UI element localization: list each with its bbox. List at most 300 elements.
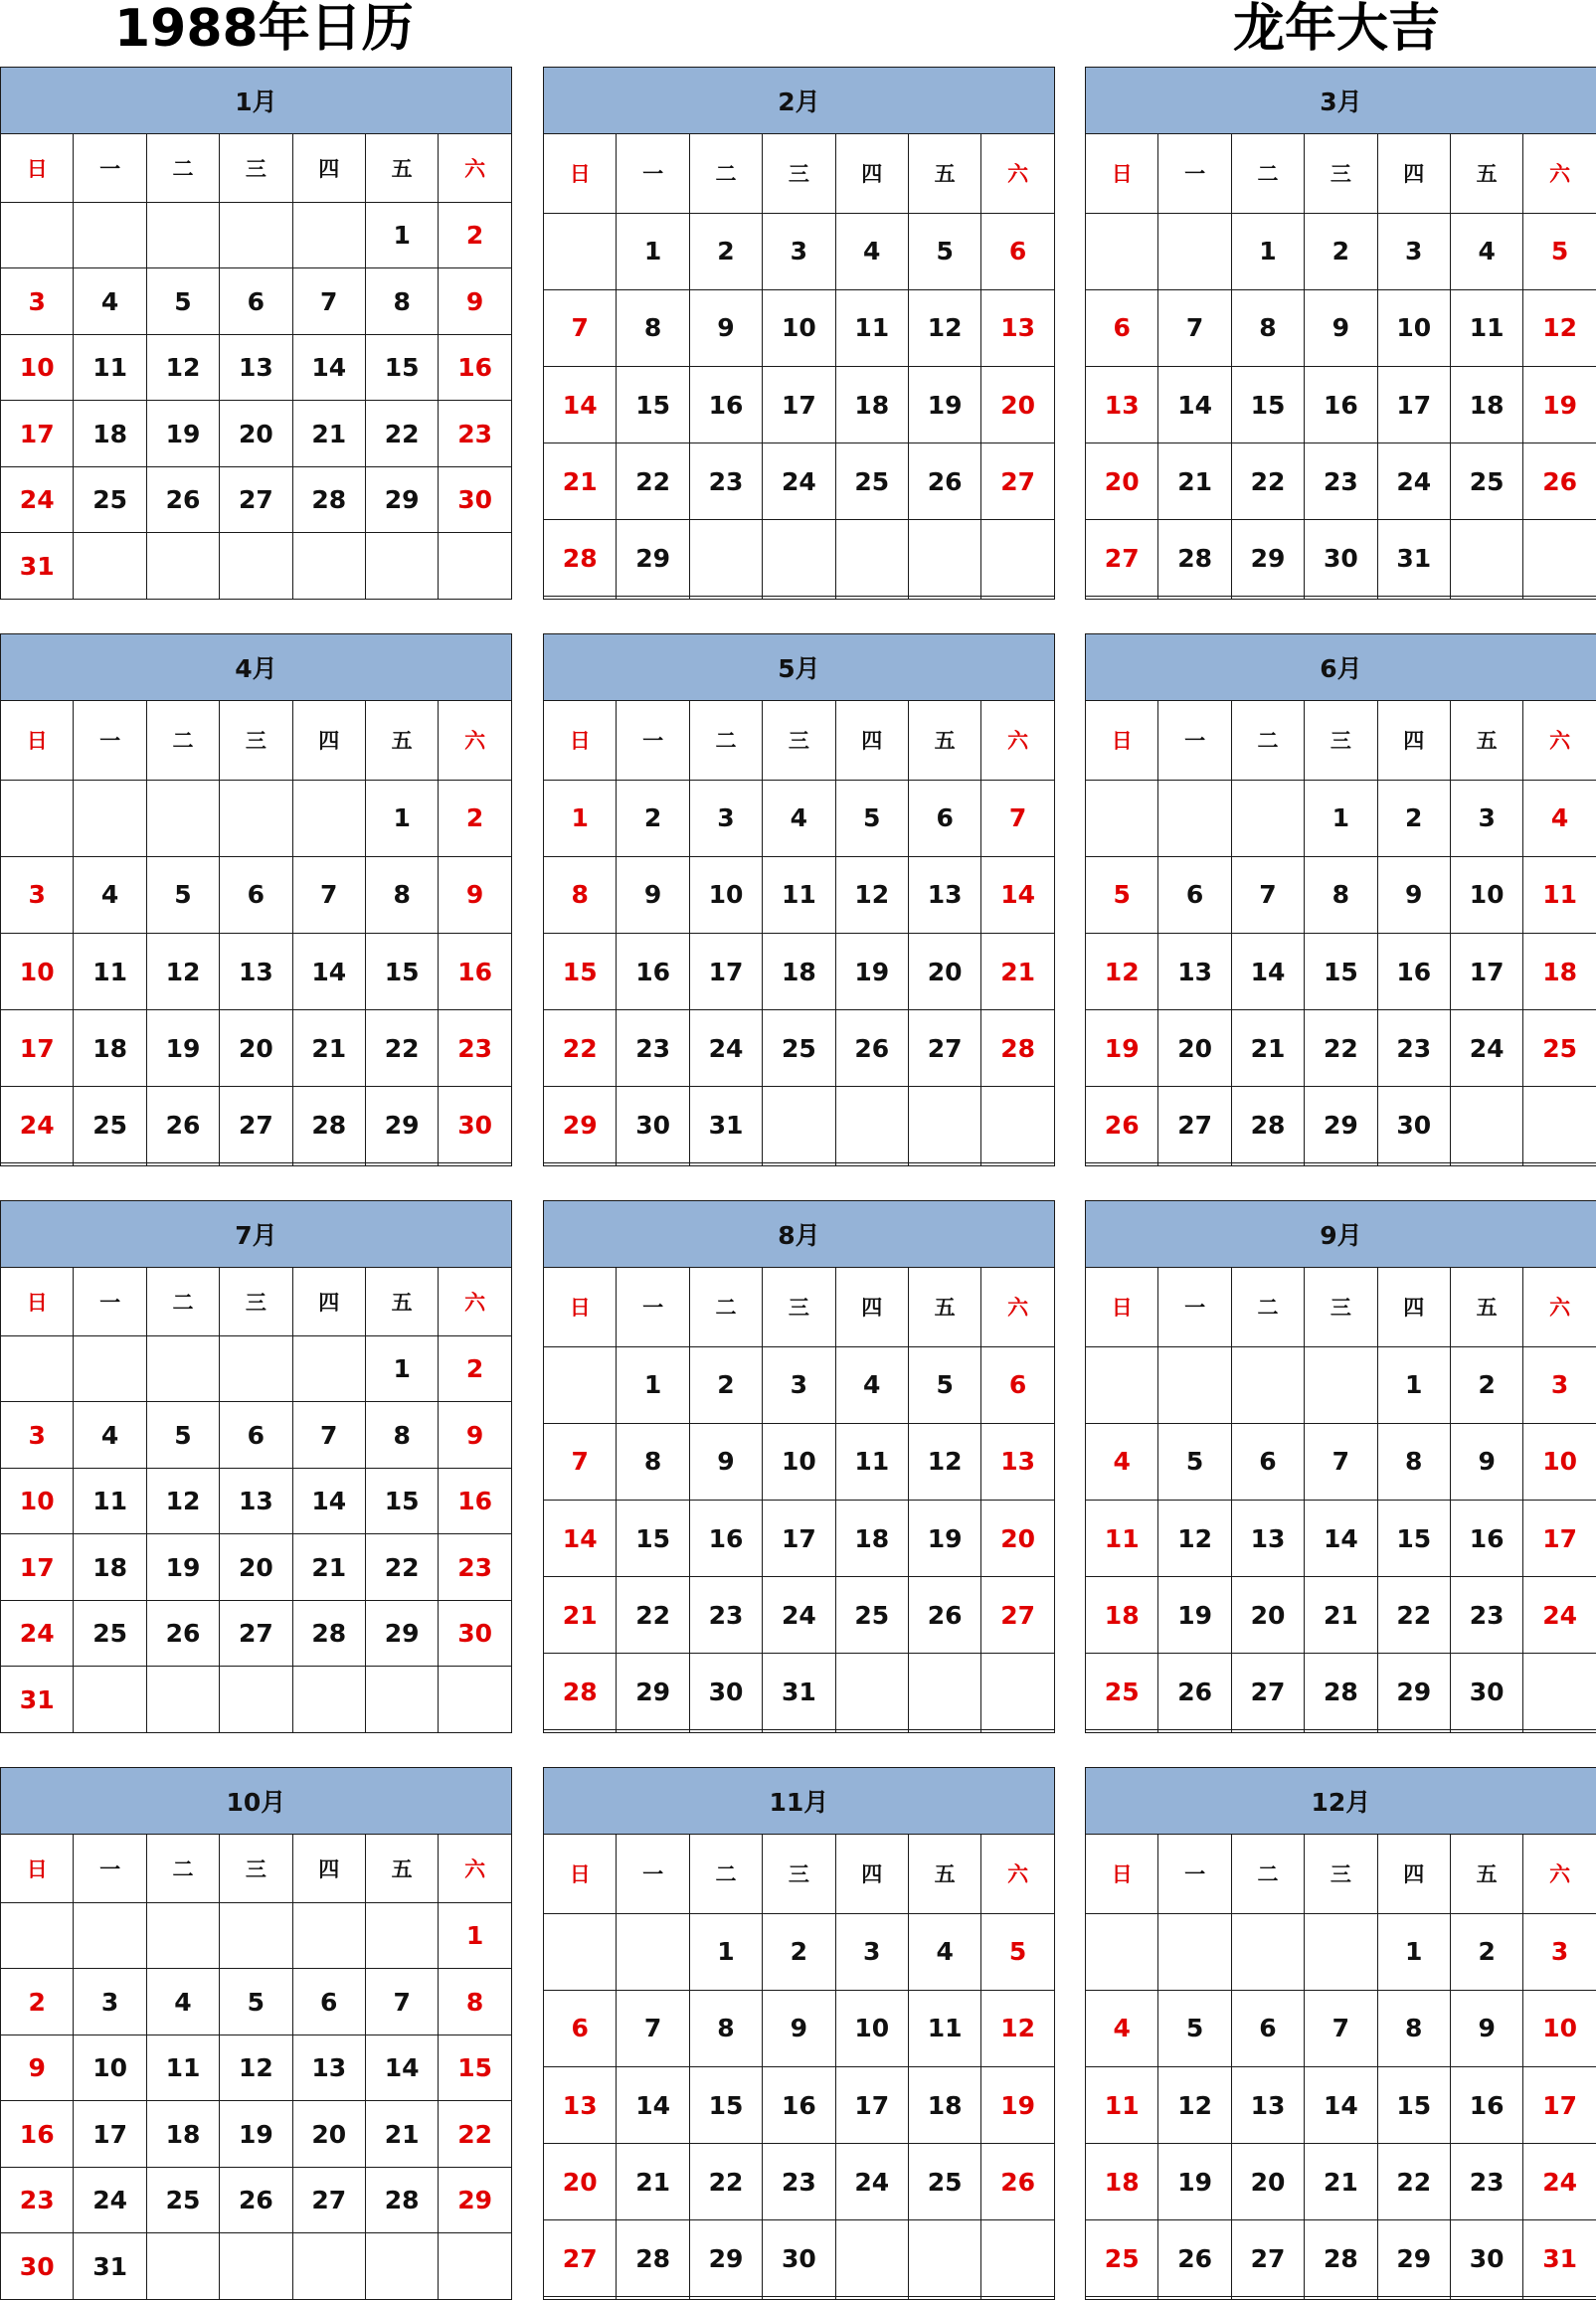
- day-cell: 30: [1450, 2220, 1522, 2297]
- week-row: [544, 2297, 1055, 2300]
- empty-cell: [1377, 1163, 1450, 1166]
- day-cell: 25: [1523, 1010, 1596, 1087]
- day-cell: 29: [439, 2167, 511, 2233]
- empty-cell: [74, 780, 146, 856]
- empty-cell: [1158, 1913, 1231, 1990]
- day-cell: 12: [220, 2035, 292, 2101]
- empty-cell: [1, 780, 74, 856]
- empty-cell: [1450, 2297, 1522, 2300]
- day-cell: 1: [1305, 780, 1377, 856]
- day-cell: 28: [292, 466, 365, 533]
- day-cell: 25: [908, 2144, 980, 2220]
- day-cell: 26: [146, 466, 219, 533]
- empty-cell: [1523, 520, 1596, 597]
- day-cell: 4: [835, 213, 908, 289]
- day-cell: 14: [1305, 1500, 1377, 1576]
- empty-cell: [1086, 1913, 1158, 1990]
- day-cell: 5: [1086, 856, 1158, 933]
- weekday-label: 日: [544, 701, 617, 781]
- day-cell: 29: [617, 1654, 689, 1730]
- day-cell: 7: [544, 289, 617, 366]
- empty-cell: [1, 1902, 74, 1969]
- day-cell: 4: [1086, 1423, 1158, 1500]
- day-cell: 16: [439, 1468, 511, 1534]
- empty-cell: [835, 1087, 908, 1163]
- day-cell: 12: [146, 334, 219, 401]
- day-cell: 28: [1231, 1087, 1304, 1163]
- month-block: [0, 1767, 511, 2300]
- day-cell: 25: [1086, 1654, 1158, 1730]
- day-cell: 6: [220, 268, 292, 335]
- day-cell: 13: [908, 856, 980, 933]
- day-cell: 4: [1086, 1990, 1158, 2066]
- empty-cell: [908, 1087, 980, 1163]
- empty-cell: [146, 202, 219, 268]
- weekday-label: 一: [74, 1835, 146, 1903]
- empty-cell: [1086, 1730, 1158, 1733]
- day-cell: 27: [1231, 1654, 1304, 1730]
- day-cell: 29: [1305, 1087, 1377, 1163]
- day-cell: 12: [1086, 933, 1158, 1009]
- day-cell: 31: [763, 1654, 835, 1730]
- day-cell: 30: [1377, 1087, 1450, 1163]
- weekday-row: [544, 1835, 1055, 1914]
- empty-cell: [146, 1902, 219, 1969]
- day-cell: 26: [981, 2144, 1054, 2220]
- empty-cell: [544, 213, 617, 289]
- day-cell: 4: [1450, 213, 1522, 289]
- day-cell: 15: [1377, 2066, 1450, 2143]
- day-cell: 16: [689, 366, 762, 442]
- day-cell: 12: [1523, 289, 1596, 366]
- week-row: [1, 1468, 512, 1534]
- day-cell: 29: [1377, 2220, 1450, 2297]
- day-cell: 22: [365, 401, 438, 467]
- month-table: [0, 67, 512, 600]
- month-header: 8月: [544, 1201, 1055, 1268]
- day-cell: 23: [1450, 1577, 1522, 1654]
- week-row: [1, 401, 512, 467]
- day-cell: 17: [74, 2101, 146, 2168]
- empty-cell: [689, 2297, 762, 2300]
- day-cell: 4: [74, 1402, 146, 1469]
- weekday-label: 六: [439, 1268, 511, 1336]
- day-cell: 30: [1, 2233, 74, 2300]
- day-cell: 23: [763, 2144, 835, 2220]
- day-cell: 10: [689, 856, 762, 933]
- day-cell: 26: [1158, 2220, 1231, 2297]
- month-block: [543, 1767, 1054, 2300]
- day-cell: 13: [220, 1468, 292, 1534]
- empty-cell: [1, 202, 74, 268]
- day-cell: 19: [981, 2066, 1054, 2143]
- empty-cell: [1231, 1163, 1304, 1166]
- day-cell: 2: [439, 202, 511, 268]
- week-row: [1086, 780, 1596, 856]
- day-cell: 28: [544, 520, 617, 597]
- day-cell: 3: [689, 780, 762, 856]
- week-row: [1086, 213, 1596, 289]
- day-cell: 16: [1, 2101, 74, 2168]
- empty-cell: [220, 1335, 292, 1402]
- week-row: [1086, 289, 1596, 366]
- weekday-label: 五: [1450, 701, 1522, 781]
- day-cell: 18: [1086, 2144, 1158, 2220]
- weekday-label: 四: [292, 134, 365, 203]
- day-cell: 17: [1377, 366, 1450, 442]
- day-cell: 20: [981, 366, 1054, 442]
- empty-cell: [1231, 2297, 1304, 2300]
- day-cell: 11: [74, 1468, 146, 1534]
- empty-cell: [74, 202, 146, 268]
- day-cell: 12: [1158, 2066, 1231, 2143]
- day-cell: 27: [981, 1577, 1054, 1654]
- day-cell: 3: [1450, 780, 1522, 856]
- day-cell: 28: [1305, 2220, 1377, 2297]
- day-cell: 6: [1086, 289, 1158, 366]
- day-cell: 15: [365, 933, 438, 1009]
- weekday-label: 日: [1086, 1835, 1158, 1914]
- day-cell: 28: [1305, 1654, 1377, 1730]
- weekday-label: 一: [617, 1268, 689, 1347]
- weekday-row: [544, 701, 1055, 781]
- day-cell: 25: [1086, 2220, 1158, 2297]
- day-cell: 3: [1, 268, 74, 335]
- weekday-label: 五: [365, 134, 438, 203]
- day-cell: 30: [763, 2220, 835, 2297]
- day-cell: 3: [1377, 213, 1450, 289]
- day-cell: 20: [1086, 443, 1158, 520]
- day-cell: 7: [1305, 1423, 1377, 1500]
- month-table: [1085, 633, 1596, 1166]
- week-row: [544, 2066, 1055, 2143]
- month-header: 11月: [544, 1768, 1055, 1835]
- empty-cell: [617, 2297, 689, 2300]
- empty-cell: [439, 2233, 511, 2300]
- month-header: 2月: [544, 68, 1055, 134]
- week-row: [1086, 1346, 1596, 1423]
- day-cell: 11: [146, 2035, 219, 2101]
- day-cell: 21: [365, 2101, 438, 2168]
- day-cell: 5: [146, 268, 219, 335]
- day-cell: 7: [981, 780, 1054, 856]
- day-cell: 7: [617, 1990, 689, 2066]
- empty-cell: [1523, 1654, 1596, 1730]
- day-cell: 7: [1231, 856, 1304, 933]
- day-cell: 18: [1523, 933, 1596, 1009]
- day-cell: 12: [146, 1468, 219, 1534]
- day-cell: 30: [439, 1600, 511, 1667]
- day-cell: 6: [981, 213, 1054, 289]
- empty-cell: [981, 2297, 1054, 2300]
- empty-cell: [292, 2233, 365, 2300]
- day-cell: 26: [220, 2167, 292, 2233]
- day-cell: 22: [617, 1577, 689, 1654]
- empty-cell: [617, 1730, 689, 1733]
- empty-cell: [544, 2297, 617, 2300]
- empty-cell: [1086, 780, 1158, 856]
- week-row: [1086, 1163, 1596, 1166]
- weekday-label: 五: [1450, 1268, 1522, 1347]
- weekday-label: 三: [220, 1268, 292, 1336]
- week-row: [1, 2233, 512, 2300]
- day-cell: 30: [1450, 1654, 1522, 1730]
- week-row: [1086, 1423, 1596, 1500]
- day-cell: 1: [1377, 1346, 1450, 1423]
- weekday-label: 日: [1, 701, 74, 781]
- weekday-row: [1, 701, 512, 781]
- day-cell: 24: [1523, 1577, 1596, 1654]
- day-cell: 10: [1523, 1423, 1596, 1500]
- day-cell: 21: [544, 443, 617, 520]
- empty-cell: [1305, 1163, 1377, 1166]
- weekday-label: 五: [365, 1835, 438, 1903]
- day-cell: 9: [689, 289, 762, 366]
- day-cell: 1: [365, 202, 438, 268]
- day-cell: 30: [617, 1087, 689, 1163]
- day-cell: 15: [1231, 366, 1304, 442]
- empty-cell: [439, 1667, 511, 1733]
- day-cell: 23: [689, 1577, 762, 1654]
- day-cell: 1: [617, 1346, 689, 1423]
- empty-cell: [1377, 2297, 1450, 2300]
- empty-cell: [1231, 597, 1304, 600]
- week-row: [1, 2101, 512, 2168]
- month-block: [543, 633, 1054, 1166]
- day-cell: 4: [908, 1913, 980, 1990]
- weekday-label: 六: [981, 134, 1054, 214]
- day-cell: 5: [146, 856, 219, 933]
- month-header: 6月: [1086, 634, 1596, 701]
- empty-cell: [763, 1730, 835, 1733]
- day-cell: 31: [1, 1667, 74, 1733]
- day-cell: 24: [1, 1600, 74, 1667]
- weekday-label: 三: [763, 134, 835, 214]
- day-cell: 6: [908, 780, 980, 856]
- week-row: [1, 1163, 512, 1166]
- day-cell: 1: [544, 780, 617, 856]
- week-row: [1086, 856, 1596, 933]
- empty-cell: [1377, 1730, 1450, 1733]
- week-row: [1086, 1913, 1596, 1990]
- day-cell: 18: [74, 1534, 146, 1601]
- day-cell: 10: [1, 1468, 74, 1534]
- day-cell: 29: [365, 1600, 438, 1667]
- month-table: [543, 633, 1055, 1166]
- weekday-row: [1086, 1268, 1596, 1347]
- empty-cell: [617, 597, 689, 600]
- day-cell: 23: [439, 1534, 511, 1601]
- empty-cell: [292, 780, 365, 856]
- day-cell: 6: [1231, 1423, 1304, 1500]
- week-row: [1, 1667, 512, 1733]
- day-cell: 13: [220, 933, 292, 1009]
- day-cell: 3: [1, 1402, 74, 1469]
- day-cell: 10: [1523, 1990, 1596, 2066]
- weekday-label: 三: [220, 1835, 292, 1903]
- weekday-label: 二: [1231, 134, 1304, 214]
- day-cell: 4: [146, 1969, 219, 2035]
- month-block: [0, 1200, 511, 1733]
- day-cell: 2: [689, 213, 762, 289]
- empty-cell: [908, 597, 980, 600]
- day-cell: 17: [1450, 933, 1522, 1009]
- week-row: [544, 1010, 1055, 1087]
- day-cell: 28: [544, 1654, 617, 1730]
- day-cell: 14: [544, 366, 617, 442]
- empty-cell: [1086, 597, 1158, 600]
- week-row: [544, 2144, 1055, 2220]
- week-row: [1, 202, 512, 268]
- empty-cell: [292, 533, 365, 600]
- day-cell: 31: [1, 533, 74, 600]
- day-cell: 9: [1450, 1990, 1522, 2066]
- day-cell: 19: [908, 1500, 980, 1576]
- day-cell: 12: [146, 933, 219, 1009]
- empty-cell: [1086, 2297, 1158, 2300]
- empty-cell: [365, 2233, 438, 2300]
- day-cell: 4: [1523, 780, 1596, 856]
- day-cell: 23: [439, 401, 511, 467]
- weekday-label: 三: [220, 134, 292, 203]
- day-cell: 20: [981, 1500, 1054, 1576]
- day-cell: 25: [146, 2167, 219, 2233]
- weekday-label: 六: [981, 1268, 1054, 1347]
- week-row: [1086, 2220, 1596, 2297]
- day-cell: 17: [835, 2066, 908, 2143]
- day-cell: 12: [908, 1423, 980, 1500]
- day-cell: 18: [146, 2101, 219, 2168]
- day-cell: 17: [1, 1534, 74, 1601]
- week-row: [544, 1730, 1055, 1733]
- day-cell: 11: [1086, 2066, 1158, 2143]
- weekday-label: 四: [292, 1835, 365, 1903]
- empty-cell: [763, 1163, 835, 1166]
- empty-cell: [220, 780, 292, 856]
- day-cell: 21: [1158, 443, 1231, 520]
- day-cell: 20: [292, 2101, 365, 2168]
- day-cell: 25: [1450, 443, 1522, 520]
- day-cell: 24: [74, 2167, 146, 2233]
- day-cell: 11: [835, 289, 908, 366]
- day-cell: 26: [1086, 1087, 1158, 1163]
- day-cell: 14: [292, 1468, 365, 1534]
- day-cell: 23: [1, 2167, 74, 2233]
- day-cell: 5: [1523, 213, 1596, 289]
- empty-cell: [146, 780, 219, 856]
- weekday-label: 六: [439, 134, 511, 203]
- day-cell: 8: [1305, 856, 1377, 933]
- weekday-label: 二: [1231, 1268, 1304, 1347]
- month-header: 1月: [1, 68, 512, 134]
- empty-cell: [908, 1654, 980, 1730]
- day-cell: 7: [1305, 1990, 1377, 2066]
- day-cell: 18: [835, 1500, 908, 1576]
- day-cell: 7: [292, 268, 365, 335]
- day-cell: 7: [292, 856, 365, 933]
- week-row: [1, 334, 512, 401]
- weekday-label: 日: [544, 134, 617, 214]
- day-cell: 1: [1377, 1913, 1450, 1990]
- day-cell: 26: [146, 1087, 219, 1163]
- day-cell: 8: [617, 289, 689, 366]
- day-cell: 12: [835, 856, 908, 933]
- day-cell: 4: [74, 268, 146, 335]
- day-cell: 22: [544, 1010, 617, 1087]
- weekday-label: 一: [74, 1268, 146, 1336]
- day-cell: 23: [1377, 1010, 1450, 1087]
- empty-cell: [763, 597, 835, 600]
- day-cell: 26: [908, 443, 980, 520]
- day-cell: 15: [544, 933, 617, 1009]
- empty-cell: [1231, 780, 1304, 856]
- day-cell: 6: [1231, 1990, 1304, 2066]
- empty-cell: [1158, 213, 1231, 289]
- day-cell: 17: [1523, 1500, 1596, 1576]
- day-cell: 21: [292, 401, 365, 467]
- week-row: [1086, 1500, 1596, 1576]
- day-cell: 26: [146, 1600, 219, 1667]
- week-row: [1, 1402, 512, 1469]
- month-block: [1085, 67, 1596, 600]
- day-cell: 9: [1450, 1423, 1522, 1500]
- weekday-row: [544, 1268, 1055, 1347]
- day-cell: 22: [689, 2144, 762, 2220]
- empty-cell: [220, 2233, 292, 2300]
- day-cell: 17: [689, 933, 762, 1009]
- month-block: [0, 633, 511, 1166]
- day-cell: 28: [617, 2220, 689, 2297]
- empty-cell: [1086, 1346, 1158, 1423]
- week-row: [1, 1010, 512, 1087]
- day-cell: 18: [908, 2066, 980, 2143]
- week-row: [544, 856, 1055, 933]
- day-cell: 13: [292, 2035, 365, 2101]
- month-header: 3月: [1086, 68, 1596, 134]
- day-cell: 21: [292, 1534, 365, 1601]
- empty-cell: [1450, 520, 1522, 597]
- day-cell: 27: [220, 1600, 292, 1667]
- empty-cell: [365, 1902, 438, 1969]
- day-cell: 22: [1305, 1010, 1377, 1087]
- weekday-label: 二: [146, 1268, 219, 1336]
- day-cell: 9: [1305, 289, 1377, 366]
- day-cell: 6: [544, 1990, 617, 2066]
- weekday-label: 四: [1377, 701, 1450, 781]
- month-header: 5月: [544, 634, 1055, 701]
- day-cell: 22: [1377, 1577, 1450, 1654]
- empty-cell: [292, 1667, 365, 1733]
- day-cell: 9: [439, 1402, 511, 1469]
- day-cell: 17: [763, 1500, 835, 1576]
- day-cell: 20: [1231, 1577, 1304, 1654]
- week-row: [1086, 520, 1596, 597]
- empty-cell: [292, 1163, 365, 1166]
- day-cell: 14: [1158, 366, 1231, 442]
- day-cell: 3: [835, 1913, 908, 1990]
- weekday-label: 一: [1158, 134, 1231, 214]
- empty-cell: [1523, 2297, 1596, 2300]
- day-cell: 11: [1523, 856, 1596, 933]
- empty-cell: [74, 1902, 146, 1969]
- empty-cell: [365, 1163, 438, 1166]
- empty-cell: [908, 1163, 980, 1166]
- empty-cell: [544, 1346, 617, 1423]
- week-row: [1, 533, 512, 600]
- empty-cell: [763, 1087, 835, 1163]
- empty-cell: [544, 1163, 617, 1166]
- day-cell: 3: [763, 1346, 835, 1423]
